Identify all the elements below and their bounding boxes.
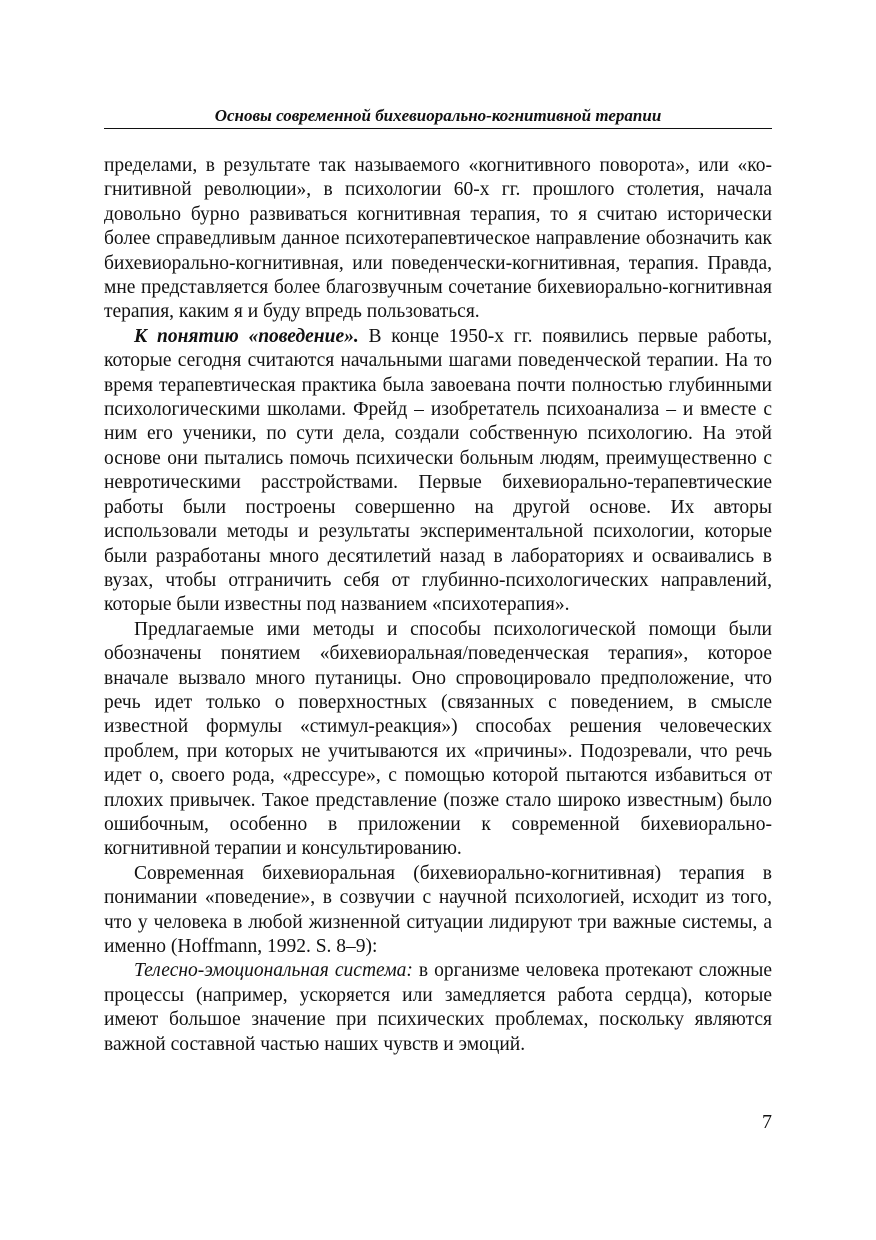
running-header-title: Основы современной бихевиорально-когнитивной терапии bbox=[214, 106, 662, 125]
term-body-emotional-system: Телесно-эмоциональная система: bbox=[134, 960, 413, 982]
paragraph-behavior-text: В конце 1950-х гг. появились первые работы, которые сегодня считаются начальными шагами поведенческой терапии. На то время терапевтическая практика была завоевана почти полностью глубинными психологическими школами. Фрейд – изобретатель психоанализа – и вместе с ним его ученики, по сути дела, создали собственную психологию. На этой основе они пытались помочь психически больным людям, преимущественно с невротическими расстройствами. Первые бихевиорально-терапевтические работы были построены совершенно на другой основе. Их авторы использовали методы и результаты экспериментальной психологии, которые были разработаны много десятилетий назад в лабораториях и осваивались в вузах, чтобы отграничить себя от глубинно-психологических направлений, которые были известны под названием «психотерапия». bbox=[104, 325, 772, 616]
header-rule bbox=[104, 128, 772, 129]
paragraph-behavior-concept bbox=[104, 325, 772, 618]
paragraph-modern-therapy: Современная бихевиоральная (бихевиорально-когнитивная) терапия в понимании «поведение», в созвучии с научной психологией, исходит из того, что у человека в любой жизненной ситуации лидируют три важные системы, а именно (Hoffmann, 1992. S. 8–9): bbox=[104, 862, 772, 957]
paragraph-methods: Предлагаемые ими методы и способы психологической помощи были обозначены понятием «бихевиоральная/поведенческая терапия», которое вначале вызвало много путаницы. Оно спровоцировало предположение, что речь идет только о поверхностных (связанных с поведением, в смысле известной формулы «стимул-реакция») способах решения человеческих проблем, при которых не учитываются их «причины». Подозревали, что речь идет о, своего рода, «дрессуре», с помощью которой пытаются избавиться от плохих привычек. Такое представление (позже стало широко известным) было ошибочным, особенно в приложении к современной бихевиорально-когнитивной терапии и консультированию. bbox=[104, 618, 772, 860]
section-heading-behavior: К понятию «поведение». bbox=[134, 325, 359, 347]
body-text bbox=[104, 154, 772, 1057]
paragraph-body-emotional-system bbox=[104, 959, 772, 1057]
page-number: 7 bbox=[762, 1111, 772, 1133]
paragraph-body-emotional-text: в организме человека протекают сложные процессы (например, ускоряется или замедляется работа сердца), которые имеют большое значение при психических проблемах, поскольку являются важной составной частью наших чувств и эмоций. bbox=[104, 960, 773, 1055]
paragraph-continuation: пределами, в результате так называемого «когнитивного поворота», или «когнитивной революции», в психологии 60-х гг. прошлого столетия, начала довольно бурно развиваться когнитивная терапия, то я считаю исторически более справедливым данное психотерапевтическое направление обозначить как бихевиорально-когнитивная, или поведенчески-когнитивная, терапия. Правда, мне представляется более благозвучным сочетание бихевиорально-когнитивная терапия, каким я и буду впредь пользоваться. bbox=[104, 155, 772, 323]
